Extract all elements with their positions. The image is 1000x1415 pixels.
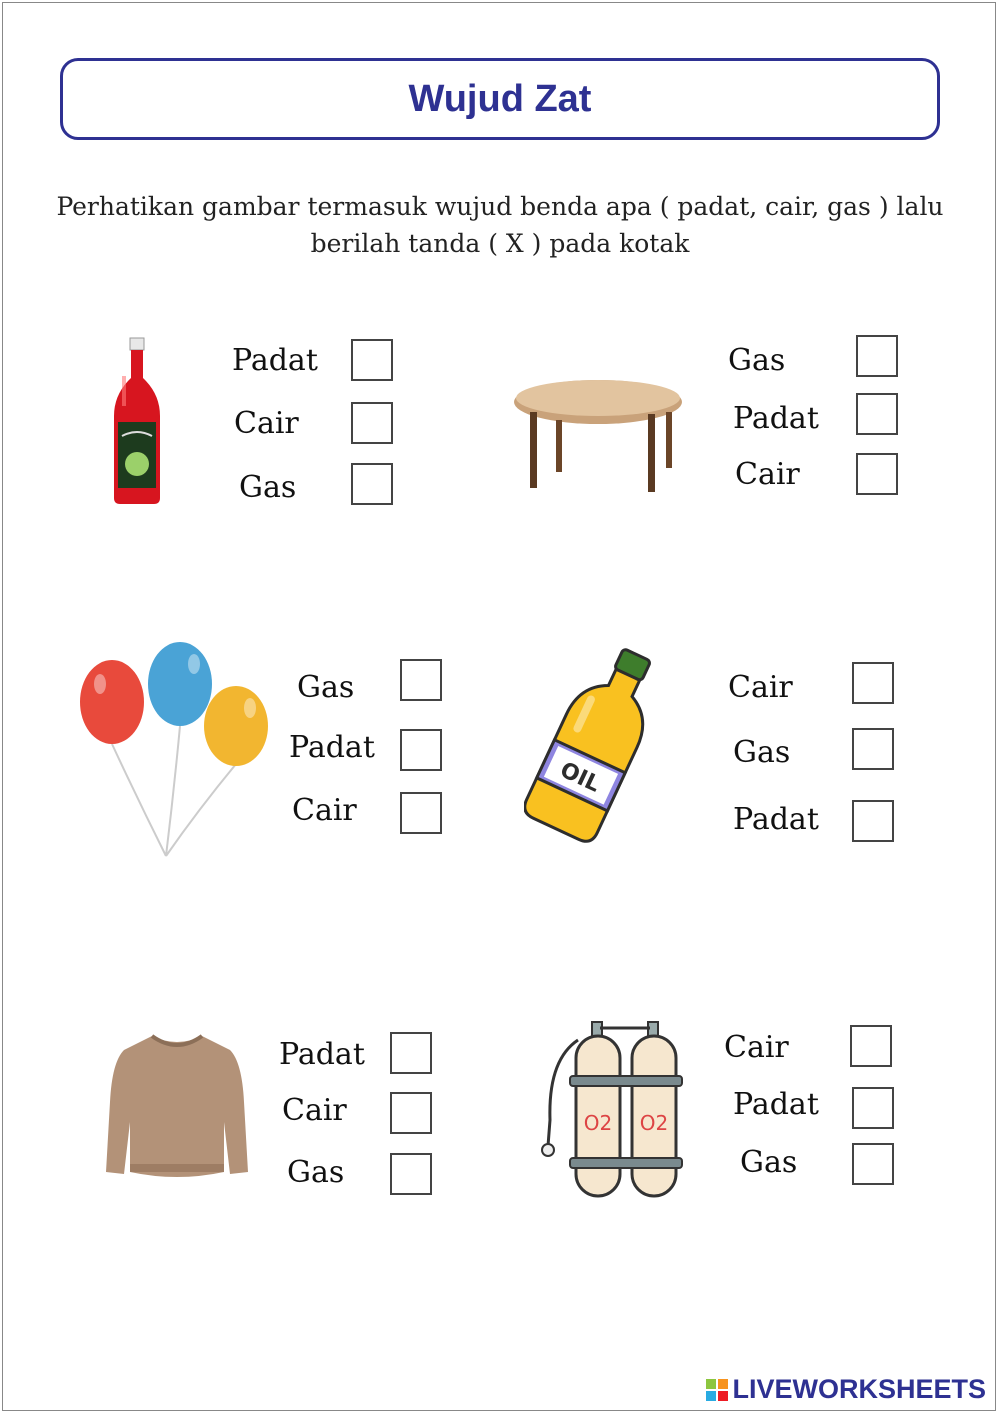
option-label: Cair: [234, 406, 299, 441]
answer-checkbox[interactable]: [390, 1032, 432, 1074]
answer-checkbox[interactable]: [856, 335, 898, 377]
option-label: Padat: [232, 343, 318, 378]
answer-checkbox[interactable]: [351, 339, 393, 381]
answer-checkbox[interactable]: [400, 729, 442, 771]
answer-checkbox[interactable]: [856, 453, 898, 495]
round-table-image: [512, 376, 684, 496]
answer-checkbox[interactable]: [852, 800, 894, 842]
page-title: Wujud Zat: [408, 77, 592, 120]
balloons-image: [78, 640, 274, 860]
option-label: Gas: [287, 1155, 345, 1190]
title-box: [60, 58, 940, 140]
option-label: Gas: [728, 343, 786, 378]
oil-bottle-image: [524, 645, 664, 847]
footer-brand-text: LIVEWORKSHEETS: [732, 1374, 986, 1404]
answer-checkbox[interactable]: [351, 463, 393, 505]
syrup-bottle-image: [108, 336, 166, 508]
answer-checkbox[interactable]: [852, 1087, 894, 1129]
option-label: Gas: [733, 735, 791, 770]
instruction: [40, 188, 960, 262]
answer-checkbox[interactable]: [852, 728, 894, 770]
answer-checkbox[interactable]: [852, 1143, 894, 1185]
option-label: Gas: [239, 470, 297, 505]
option-label: Cair: [724, 1030, 789, 1065]
option-label: Gas: [740, 1145, 798, 1180]
liveworksheets-logo-icon: [706, 1379, 728, 1401]
answer-checkbox[interactable]: [390, 1153, 432, 1195]
oil-label-text: OIL: [556, 757, 604, 798]
oxygen-tanks-image: [538, 1020, 684, 1198]
option-label: Cair: [292, 793, 357, 828]
sweater-image: [102, 1032, 252, 1184]
answer-checkbox[interactable]: [400, 659, 442, 701]
tank-label-right: O2: [639, 1111, 669, 1135]
option-label: Padat: [733, 401, 819, 436]
option-label: Padat: [289, 730, 375, 765]
answer-checkbox[interactable]: [850, 1025, 892, 1067]
tank-label-left: O2: [583, 1111, 613, 1135]
option-label: Padat: [733, 802, 819, 837]
answer-checkbox[interactable]: [390, 1092, 432, 1134]
answer-checkbox[interactable]: [856, 393, 898, 435]
answer-checkbox[interactable]: [351, 402, 393, 444]
option-label: Cair: [735, 457, 800, 492]
answer-checkbox[interactable]: [400, 792, 442, 834]
instruction-line-2: berilah tanda ( X ) pada kotak: [310, 229, 690, 258]
option-label: Gas: [297, 670, 355, 705]
option-label: Padat: [733, 1087, 819, 1122]
option-label: Padat: [279, 1037, 365, 1072]
instruction-line-1: Perhatikan gambar termasuk wujud benda apa ( padat, cair, gas ) lalu: [56, 192, 944, 221]
option-label: Cair: [728, 670, 793, 705]
option-label: Cair: [282, 1093, 347, 1128]
footer-brand: [706, 1374, 986, 1405]
answer-checkbox[interactable]: [852, 662, 894, 704]
